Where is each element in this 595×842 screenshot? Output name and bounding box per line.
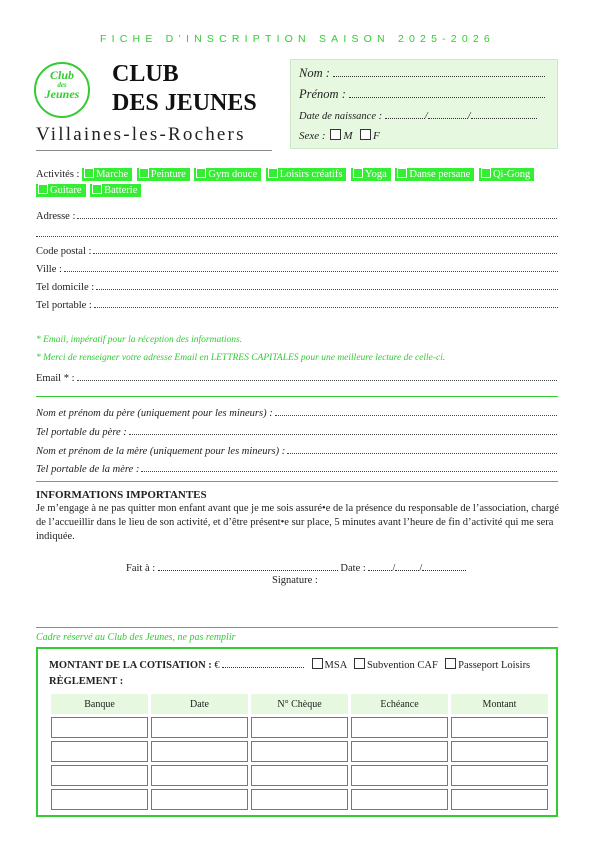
activity-label: Guitare — [50, 185, 82, 196]
tel-domicile-field[interactable] — [96, 281, 558, 290]
activity-danse-persane[interactable] — [395, 168, 474, 181]
nom-label: Nom : — [299, 66, 330, 80]
table-cell[interactable] — [351, 717, 448, 738]
nom-row — [299, 66, 545, 81]
fait-a-field[interactable] — [158, 561, 338, 571]
activity-yoga[interactable] — [351, 168, 391, 181]
mere-tel-row — [36, 463, 558, 475]
signature-area[interactable] — [330, 575, 530, 615]
separator-line — [36, 396, 558, 397]
table-cell[interactable] — [151, 741, 248, 762]
separator-line — [36, 481, 558, 482]
ville-label: Ville : — [36, 264, 62, 275]
town-name: Villaines-les-Rochers — [36, 124, 246, 145]
separator-line — [36, 627, 558, 628]
table-cell[interactable] — [351, 741, 448, 762]
activity-peinture[interactable] — [137, 168, 190, 181]
euro-symbol: € — [214, 660, 220, 671]
caf-checkbox[interactable] — [354, 658, 365, 669]
msa-label: MSA — [324, 660, 347, 671]
fait-a-row — [126, 561, 466, 574]
table-cell[interactable] — [251, 717, 348, 738]
tel-portable-field[interactable] — [94, 299, 558, 308]
tel-domicile-row — [36, 281, 558, 293]
email-note-1: * Email, impératif pour la réception des informations. — [36, 335, 243, 345]
passeport-loisirs-checkbox[interactable] — [445, 658, 456, 669]
sexe-m-label: M — [343, 130, 353, 142]
table-cell[interactable] — [351, 765, 448, 786]
naissance-day-field[interactable] — [385, 109, 425, 119]
code-postal-field[interactable] — [93, 245, 558, 254]
pere-label: Nom et prénom du père (uniquement pour les mineurs) : — [36, 408, 273, 419]
prenom-label: Prénom : — [299, 87, 346, 101]
sexe-f-label: F — [372, 130, 380, 142]
naissance-sep2: / — [467, 111, 471, 122]
date-day-field[interactable] — [368, 561, 392, 571]
date-sep1: / — [392, 563, 396, 574]
email-note-2: * Merci de renseigner votre adresse Email en LETTRES CAPITALES pour une meilleure lecture de celle-ci. — [36, 353, 446, 363]
ville-field[interactable] — [64, 263, 558, 272]
activity-label: Marche — [96, 169, 129, 180]
table-cell[interactable] — [251, 765, 348, 786]
activity-label: Yoga — [365, 169, 387, 180]
tel-domicile-label: Tel domicile : — [36, 282, 95, 293]
passeport-loisirs-label: Passeport Loisirs — [458, 660, 531, 671]
cotisation-field[interactable] — [222, 658, 304, 668]
table-row — [51, 741, 548, 762]
table-cell[interactable] — [351, 789, 448, 810]
activity-checkbox[interactable] — [38, 184, 48, 194]
col-montant: Montant — [451, 694, 548, 714]
table-cell[interactable] — [451, 717, 548, 738]
mere-tel-field[interactable] — [141, 463, 558, 472]
table-cell[interactable] — [51, 717, 148, 738]
table-row — [51, 717, 548, 738]
info-title: INFORMATIONS IMPORTANTES — [36, 489, 207, 501]
activity-label: Danse persane — [409, 169, 471, 180]
activity-checkbox[interactable] — [196, 168, 206, 178]
mere-label: Nom et prénom de la mère (uniquement pour les mineurs) : — [36, 446, 286, 457]
col-cheque: N° Chèque — [251, 694, 348, 714]
cotisation-label: MONTANT DE LA COTISATION : — [49, 660, 212, 671]
prenom-row — [299, 87, 545, 102]
mere-tel-label: Tel portable de la mère : — [36, 464, 140, 475]
pere-tel-field[interactable] — [129, 426, 558, 435]
table-cell[interactable] — [251, 789, 348, 810]
activity-checkbox[interactable] — [397, 168, 407, 178]
activity-checkbox[interactable] — [139, 168, 149, 178]
activity-loisirs-creatifs[interactable] — [266, 168, 347, 181]
table-cell[interactable] — [151, 789, 248, 810]
activity-gym-douce[interactable] — [194, 168, 261, 181]
naissance-row — [299, 109, 537, 122]
signature-label: Signature : — [272, 575, 318, 586]
naissance-sep1: / — [424, 111, 428, 122]
activity-marche[interactable] — [82, 168, 132, 181]
table-row — [51, 765, 548, 786]
table-cell[interactable] — [51, 741, 148, 762]
nom-field[interactable] — [333, 67, 545, 77]
reglement-label: RÈGLEMENT : — [49, 676, 124, 687]
table-cell[interactable] — [51, 789, 148, 810]
activity-checkbox[interactable] — [353, 168, 363, 178]
adresse-row — [36, 210, 558, 222]
activity-label: Gym douce — [208, 169, 258, 180]
activity-label: Peinture — [150, 169, 186, 180]
table-cell[interactable] — [151, 717, 248, 738]
activity-label: Batterie — [104, 185, 138, 196]
club-name-line2: DES JEUNES — [112, 90, 257, 116]
col-date: Date — [151, 694, 248, 714]
club-name-line1: CLUB — [112, 61, 179, 87]
adresse-field-2[interactable] — [36, 228, 558, 237]
club-name — [112, 60, 257, 118]
logo-text-club: Club — [49, 68, 74, 82]
msa-checkbox[interactable] — [312, 658, 323, 669]
naissance-label: Date de naissance : — [299, 111, 383, 122]
pere-field[interactable] — [275, 407, 558, 416]
sexe-m-checkbox[interactable] — [330, 129, 341, 140]
club-logo — [34, 62, 90, 118]
col-banque: Banque — [51, 694, 148, 714]
prenom-field[interactable] — [349, 88, 545, 98]
logo-text-jeunes: Jeunes — [44, 87, 80, 101]
naissance-month-field[interactable] — [428, 109, 468, 119]
activities-label: Activités : — [36, 169, 80, 180]
mere-field[interactable] — [287, 445, 558, 454]
logo-text-des: des — [57, 81, 67, 89]
table-cell[interactable] — [451, 741, 548, 762]
adresse-row-2 — [36, 228, 558, 240]
email-row — [36, 372, 558, 384]
date-label: Date : — [340, 563, 366, 574]
activity-qi-gong[interactable] — [479, 168, 534, 181]
info-text: Je m’engage à ne pas quitter mon enfant avant que je me sois assuré•e de la présence du responsable de l’association, chargé de l’accueillir dans le lieu de son activité, et d’être présent•e sur place, 5 minutes avant l’heure de fin d’activité qui me sera indiquée. — [36, 503, 560, 542]
cadre-title: Cadre réservé au Club des Jeunes, ne pas remplir — [36, 632, 236, 643]
sexe-row — [299, 129, 380, 142]
pere-tel-row — [36, 426, 558, 438]
col-echeance: Echéance — [351, 694, 448, 714]
activities — [36, 167, 560, 199]
table-cell[interactable] — [151, 765, 248, 786]
code-postal-label: Code postal : — [36, 246, 92, 257]
fait-a-label: Fait à : — [126, 563, 156, 574]
table-cell[interactable] — [451, 789, 548, 810]
activity-guitare[interactable] — [36, 184, 86, 197]
mere-row — [36, 445, 558, 457]
activity-label: Qi-Gong — [492, 169, 531, 180]
email-label: Email * : — [36, 373, 75, 384]
adresse-label: Adresse : — [36, 211, 76, 222]
table-cell[interactable] — [251, 741, 348, 762]
sexe-label: Sexe : — [299, 130, 326, 142]
table-cell[interactable] — [51, 765, 148, 786]
table-cell[interactable] — [451, 765, 548, 786]
date-month-field[interactable] — [395, 561, 419, 571]
table-row — [51, 789, 548, 810]
town-underline — [36, 150, 272, 151]
payment-table — [48, 691, 551, 813]
cotisation-row — [49, 658, 530, 671]
pere-tel-label: Tel portable du père : — [36, 427, 127, 438]
tel-portable-row — [36, 299, 558, 311]
naissance-year-field[interactable] — [471, 109, 537, 119]
ville-row — [36, 263, 558, 275]
identity-box — [290, 59, 558, 149]
payment-header-row — [51, 694, 548, 714]
activity-checkbox[interactable] — [481, 168, 491, 178]
code-postal-row — [36, 245, 558, 257]
activity-batterie[interactable] — [90, 184, 141, 197]
caf-label: Subvention CAF — [366, 660, 438, 671]
date-sep2: / — [419, 563, 423, 574]
adresse-field[interactable] — [77, 210, 558, 219]
activity-label: Loisirs créatifs — [279, 169, 343, 180]
form-title-banner: FICHE D’INSCRIPTION SAISON 2025-2026 — [100, 33, 495, 45]
activity-checkbox[interactable] — [84, 168, 94, 178]
pere-row — [36, 407, 558, 419]
activity-checkbox[interactable] — [92, 184, 102, 194]
date-year-field[interactable] — [422, 561, 466, 571]
sexe-f-checkbox[interactable] — [360, 129, 371, 140]
email-field[interactable] — [77, 372, 559, 381]
activity-checkbox[interactable] — [268, 168, 278, 178]
tel-portable-label: Tel portable : — [36, 300, 92, 311]
